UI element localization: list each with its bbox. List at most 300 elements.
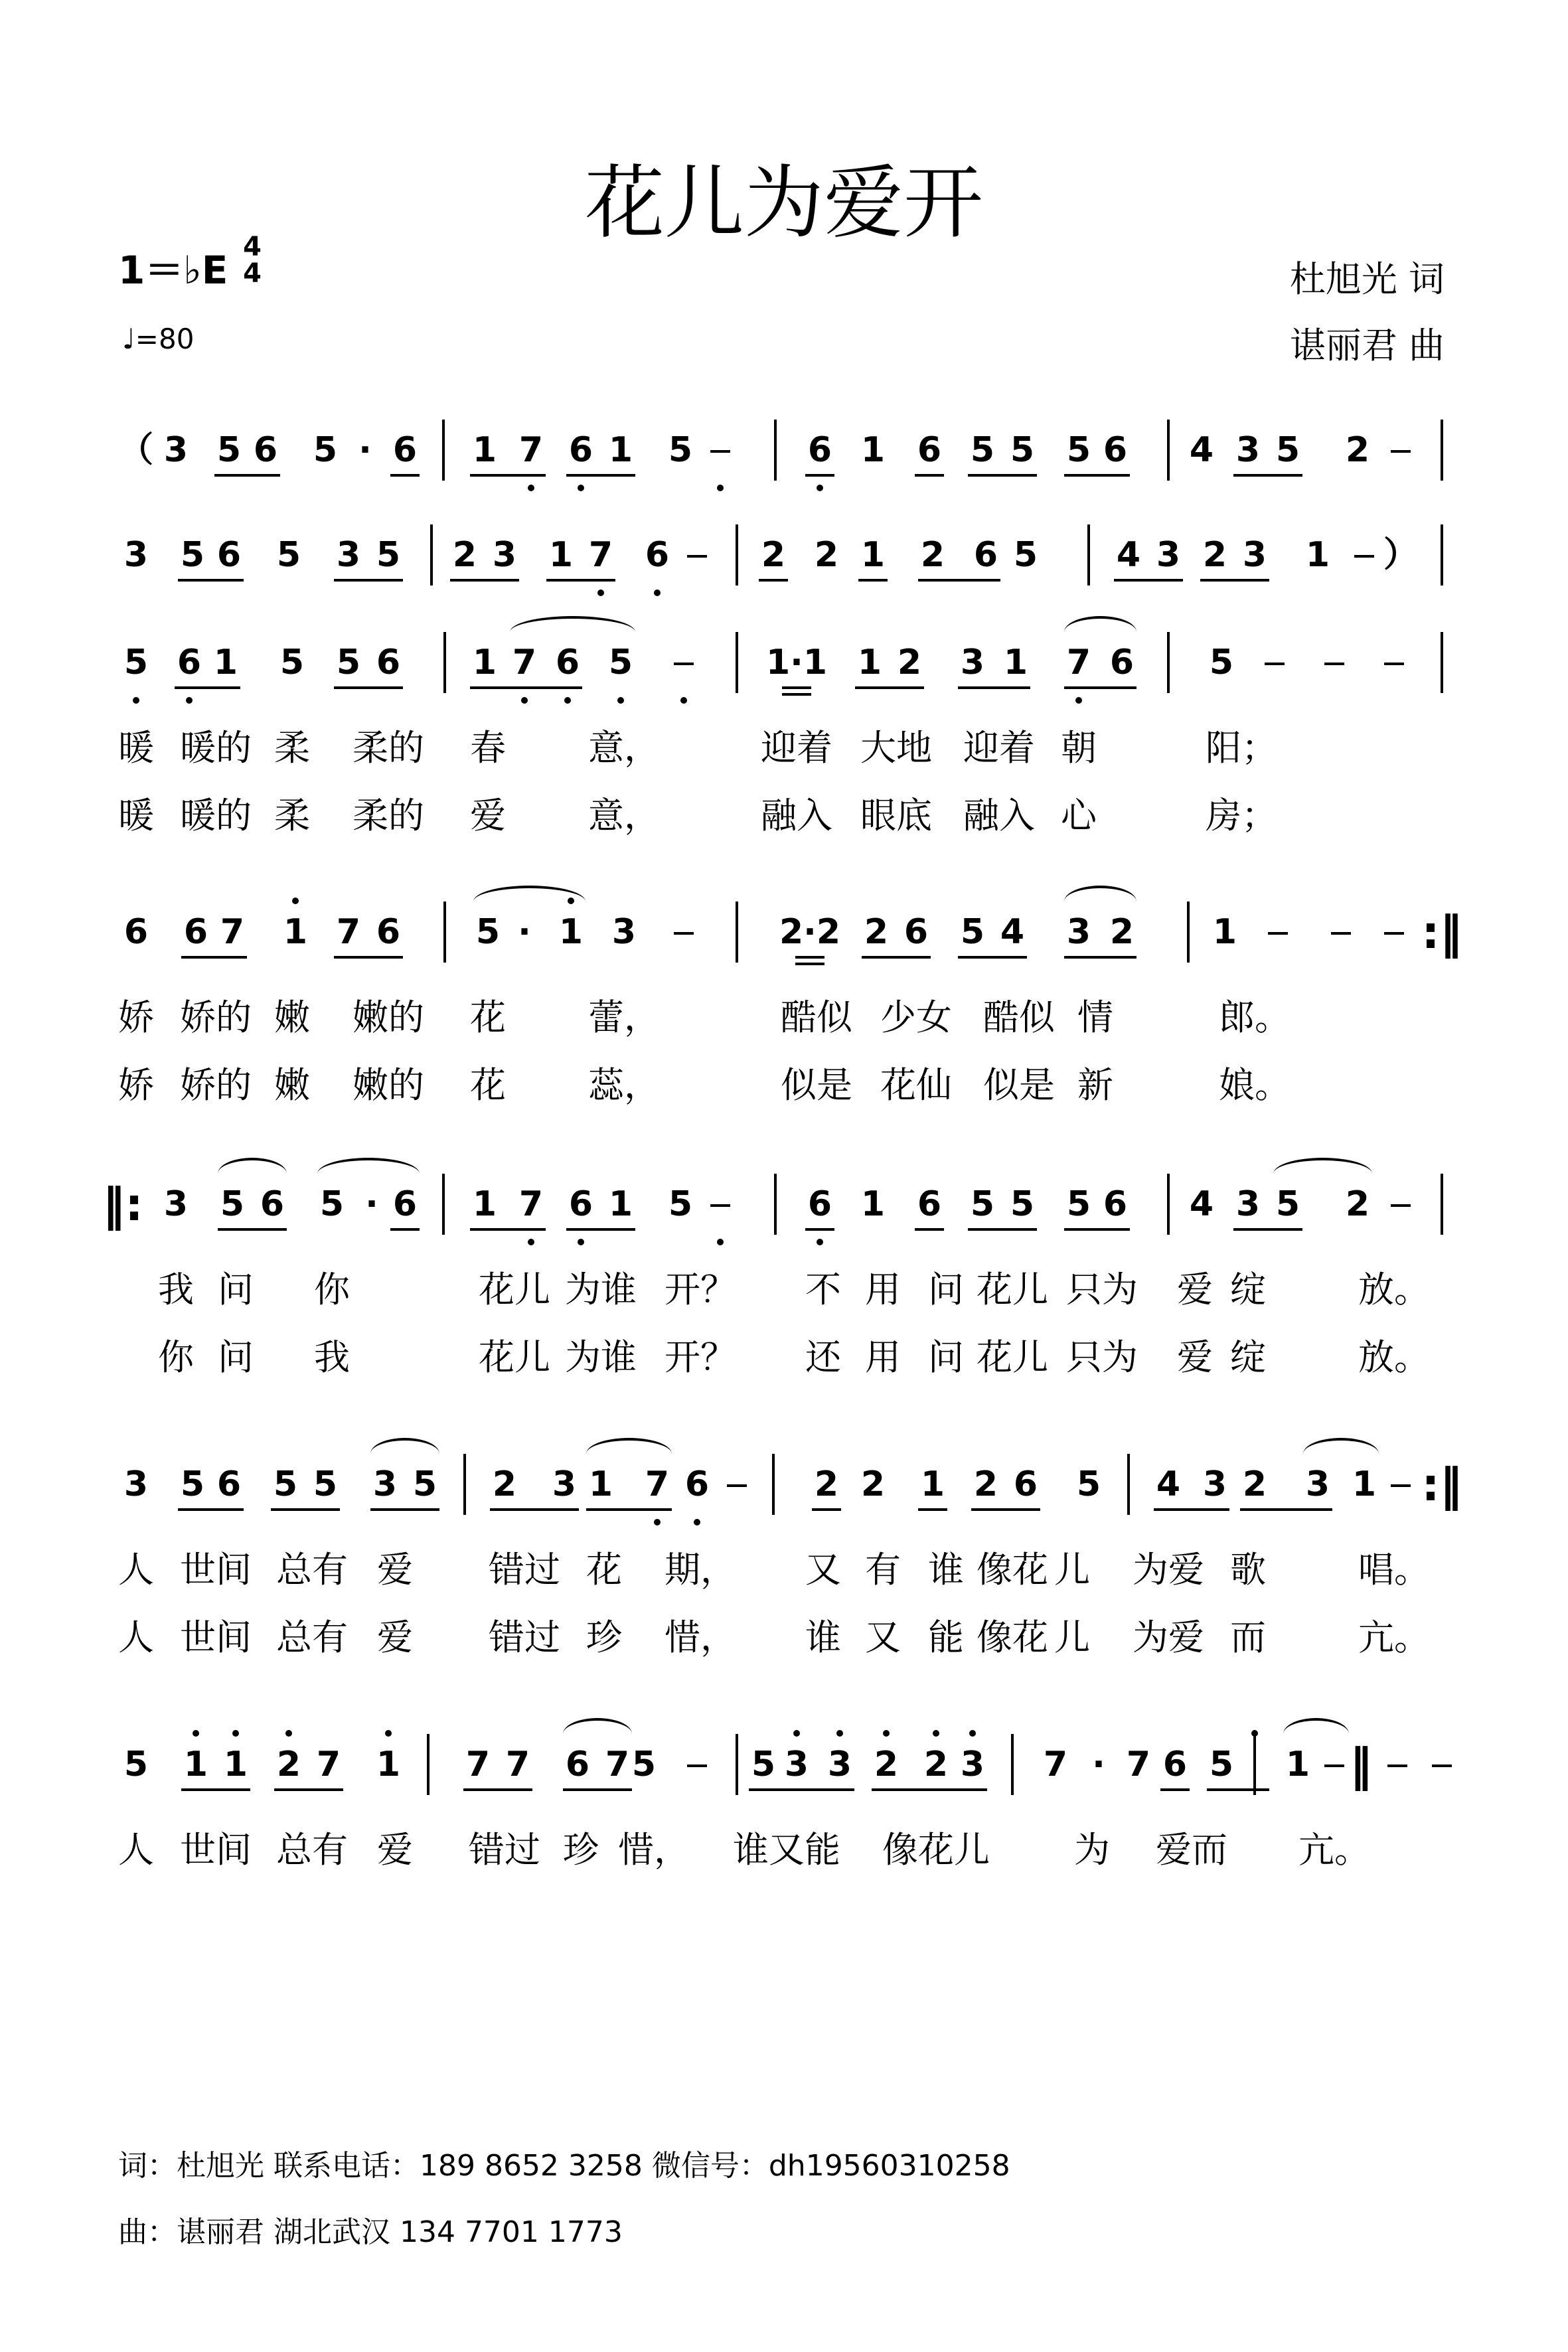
lyric-line1: 春 xyxy=(470,727,506,769)
lyric-line2: 惜， xyxy=(665,1616,736,1658)
lyric-line2: 蕊， xyxy=(588,1064,660,1106)
note: 5 xyxy=(1010,430,1035,470)
note: 6 xyxy=(917,1184,942,1224)
octave-dot-low xyxy=(717,485,724,491)
note: 5 xyxy=(123,643,149,682)
note: 1 xyxy=(558,912,584,952)
lyric-line1: 世间 xyxy=(180,1829,252,1871)
dash xyxy=(1387,1764,1407,1767)
note: 5 xyxy=(276,535,301,575)
lyric-line1: 少女 xyxy=(880,996,952,1038)
beam-underline xyxy=(795,956,824,959)
dash xyxy=(674,932,694,935)
note: 1 xyxy=(608,1184,633,1224)
octave-dot-low xyxy=(817,485,823,491)
note: 4 xyxy=(1116,535,1141,575)
beam-underline xyxy=(872,1788,987,1791)
lyric-line2: 为谁 xyxy=(565,1336,637,1378)
beam-underline xyxy=(1233,1228,1302,1231)
note: 5 xyxy=(412,1464,437,1504)
note: 6 xyxy=(645,535,670,575)
octave-dot-low xyxy=(578,1239,584,1245)
beam-underline xyxy=(181,956,247,959)
note: 5 xyxy=(279,643,305,682)
lyric-line1: 又 xyxy=(805,1549,841,1591)
octave-dot-low xyxy=(133,697,139,704)
note: 3 xyxy=(123,535,149,575)
slur xyxy=(1283,1718,1349,1734)
octave-dot-low xyxy=(617,697,624,704)
lyric-line1: 总有 xyxy=(276,1829,348,1871)
note: 5 xyxy=(216,430,242,470)
note: 1 xyxy=(1285,1745,1310,1784)
lyric-line2: 眼底 xyxy=(860,795,932,836)
bar-line xyxy=(1253,1734,1256,1795)
note: 7 xyxy=(588,535,613,575)
lyric-line1: 郎。 xyxy=(1219,996,1291,1038)
lyric-line2: 柔 xyxy=(274,795,310,836)
octave-dot-low xyxy=(654,1519,661,1526)
note: 3 xyxy=(123,1464,149,1504)
beam-underline xyxy=(915,474,944,477)
lyric-line2: 错过 xyxy=(489,1616,560,1658)
bar-line xyxy=(1011,1734,1014,1795)
lyric-line1: 像花 xyxy=(977,1549,1048,1591)
note: 6 xyxy=(903,912,929,952)
note: 6 xyxy=(253,430,278,470)
lyric-line2: 只为 xyxy=(1066,1336,1138,1378)
lyric-line1: 嫩的 xyxy=(353,996,424,1038)
note: 6 xyxy=(216,1464,242,1504)
note: 2 xyxy=(814,1464,839,1504)
note: 1 xyxy=(1212,912,1237,952)
note: 5 xyxy=(475,912,501,952)
beam-underline xyxy=(782,693,811,696)
note: 7 xyxy=(220,912,245,952)
lyric-line2: 儿 xyxy=(1054,1616,1090,1658)
note: 7 xyxy=(505,1745,530,1784)
lyric-line2: 似是 xyxy=(983,1064,1055,1106)
note: 5 xyxy=(1013,535,1038,575)
lyric-line1: 酷似 xyxy=(983,996,1055,1038)
note: 5 xyxy=(336,643,361,682)
note: 4 xyxy=(1156,1464,1181,1504)
dash xyxy=(674,663,694,665)
lyric-line2: 而 xyxy=(1230,1616,1266,1658)
beam-underline xyxy=(1154,1508,1229,1511)
lyric-line2: 能 xyxy=(928,1616,964,1658)
note: 1 xyxy=(920,1464,945,1504)
lyric-line1: 花 xyxy=(586,1549,622,1591)
beam-underline xyxy=(862,956,931,959)
note: 2 xyxy=(874,1745,899,1784)
beam-underline xyxy=(795,963,824,965)
note: · xyxy=(358,430,372,470)
dash xyxy=(1391,1484,1411,1487)
beam-underline xyxy=(971,1508,1040,1511)
lyric-line2: 娇 xyxy=(118,1064,154,1106)
note: 6 xyxy=(807,430,832,470)
note: 1 xyxy=(608,430,633,470)
bar-line xyxy=(442,420,445,481)
lyric-line2: 问 xyxy=(928,1336,964,1378)
bar-line xyxy=(1167,632,1170,693)
lyric-line1: 娇 xyxy=(118,996,154,1038)
lyric-line1: 不 xyxy=(805,1269,841,1310)
note: 5 xyxy=(970,430,995,470)
lyric-line1: 酷似 xyxy=(781,996,852,1038)
lyric-line1: 珍 xyxy=(563,1829,599,1871)
beam-underline xyxy=(805,1228,834,1231)
repeat-end: :‖ xyxy=(1421,907,1462,959)
lyric-line2: 我 xyxy=(314,1336,350,1378)
beam-underline xyxy=(1064,474,1130,477)
lyric-line1: 错过 xyxy=(489,1549,560,1591)
slur xyxy=(1303,1438,1379,1454)
note: 5 xyxy=(1066,1184,1091,1224)
octave-dot-high xyxy=(1251,1730,1258,1737)
lyric-line2: 放。 xyxy=(1358,1336,1430,1378)
note: 5 xyxy=(631,1745,657,1784)
lyric-line2: 开？ xyxy=(665,1336,736,1378)
note: 3 xyxy=(784,1745,809,1784)
note: 3 xyxy=(372,1464,398,1504)
beam-underline xyxy=(1160,1788,1190,1791)
note: 1 xyxy=(472,643,497,682)
bar-line xyxy=(1187,902,1190,963)
note: 5 xyxy=(970,1184,995,1224)
note: 1 xyxy=(472,430,497,470)
dash xyxy=(710,1204,730,1207)
time-signature xyxy=(239,234,266,287)
lyric-line1: 绽 xyxy=(1230,1269,1266,1310)
beam-underline xyxy=(546,579,615,582)
lyric-line1: 花 xyxy=(470,996,506,1038)
lyric-line1: 朝 xyxy=(1061,727,1097,769)
dash xyxy=(710,450,730,453)
footer-composer-contact: 曲：谌丽君 湖北武汉 134 7701 1773 xyxy=(118,2215,623,2249)
note: ） xyxy=(1383,535,1419,575)
beam-underline xyxy=(175,686,240,689)
beam-underline xyxy=(958,686,1030,689)
note: 2 xyxy=(920,535,945,575)
lyric-line1: 像花儿 xyxy=(882,1829,990,1871)
lyric-line2: 你 xyxy=(158,1336,194,1378)
lyric-line1: 为谁 xyxy=(565,1269,637,1310)
beam-underline xyxy=(334,686,403,689)
beam-underline xyxy=(1240,1508,1332,1511)
note: 2 xyxy=(860,1464,886,1504)
note: 7 xyxy=(518,1184,544,1224)
note: 2 xyxy=(814,535,839,575)
beam-underline xyxy=(566,1228,635,1231)
note: 2 xyxy=(973,1464,998,1504)
note: · xyxy=(365,1184,378,1224)
dash xyxy=(1324,1764,1344,1767)
lyric-line1: 蕾， xyxy=(588,996,660,1038)
beam-underline xyxy=(178,579,244,582)
note: 6 xyxy=(565,1745,590,1784)
dash xyxy=(687,1764,707,1767)
note: 2·2 xyxy=(779,912,841,952)
beam-underline xyxy=(1200,579,1269,582)
note: 1 xyxy=(548,535,574,575)
composer-credit: 谌丽君 曲 xyxy=(1289,325,1445,366)
beam-underline xyxy=(915,1228,944,1231)
note: 5 xyxy=(751,1745,776,1784)
dash xyxy=(1384,663,1404,665)
note: 5 xyxy=(1076,1464,1101,1504)
lyric-line2: 爱 xyxy=(377,1616,413,1658)
beam-underline xyxy=(586,1508,672,1511)
beam-underline xyxy=(490,1508,579,1511)
lyric-line1: 迎着 xyxy=(761,727,832,769)
note: 2 xyxy=(1202,535,1227,575)
lyric-line1: 柔 xyxy=(274,727,310,769)
note: 6 xyxy=(376,912,401,952)
beam-underline xyxy=(812,1508,841,1511)
note: 5 xyxy=(220,1184,245,1224)
lyric-line1: 嫩 xyxy=(274,996,310,1038)
lyric-line2: 世间 xyxy=(180,1616,252,1658)
slur xyxy=(473,886,586,902)
beam-underline xyxy=(390,1228,420,1231)
lyric-line1: 大地 xyxy=(860,727,932,769)
note: 1 xyxy=(860,430,886,470)
lyric-line1: 意， xyxy=(588,727,660,769)
note: 2 xyxy=(452,535,477,575)
dash xyxy=(1391,450,1411,453)
octave-dot-low xyxy=(717,1239,724,1245)
note: 3 xyxy=(1235,1184,1261,1224)
lyric-line1: 问 xyxy=(218,1269,254,1310)
lyric-line1: 有 xyxy=(865,1549,901,1591)
lyric-line1: 人 xyxy=(118,1829,154,1871)
note: 2 xyxy=(1345,430,1370,470)
tempo-mark: ♩=80 xyxy=(122,323,195,355)
lyric-line1: 只为 xyxy=(1066,1269,1138,1310)
slur xyxy=(563,1718,632,1734)
note: 6 xyxy=(216,535,242,575)
octave-dot-low xyxy=(521,697,528,704)
lyric-line2: 总有 xyxy=(276,1616,348,1658)
note: 1 xyxy=(183,1745,208,1784)
lyric-line2: 为爱 xyxy=(1133,1616,1204,1658)
beam-underline xyxy=(390,474,420,477)
note: 7 xyxy=(518,430,544,470)
lyric-line1: 谁 xyxy=(928,1549,964,1591)
note: 5 xyxy=(180,1464,205,1504)
bar-line xyxy=(1087,524,1090,586)
beam-underline xyxy=(918,1508,947,1511)
note: 6 xyxy=(973,535,998,575)
note: 5 xyxy=(180,535,205,575)
note: 7 xyxy=(336,912,361,952)
note: 3 xyxy=(1305,1464,1330,1504)
note: 1 xyxy=(376,1745,401,1784)
note: 3 xyxy=(552,1464,577,1504)
lyric-line2: 珍 xyxy=(586,1616,622,1658)
lyric-line2: 嫩的 xyxy=(353,1064,424,1106)
lyric-line1: 歌 xyxy=(1230,1549,1266,1591)
bar-line xyxy=(463,1454,466,1515)
octave-dot-high xyxy=(385,1730,392,1737)
beam-underline xyxy=(450,579,519,582)
octave-dot-low xyxy=(528,1239,534,1245)
note: 6 xyxy=(1103,430,1128,470)
lyric-line2: 花儿 xyxy=(977,1336,1048,1378)
lyric-line2: 融入 xyxy=(963,795,1035,836)
octave-dot-low xyxy=(578,485,584,491)
beam-underline xyxy=(759,579,788,582)
bar-line xyxy=(1441,524,1443,586)
slur xyxy=(218,1158,287,1174)
lyric-line2: 花儿 xyxy=(479,1336,550,1378)
note: 3 xyxy=(1202,1464,1227,1504)
lyric-line1: 花儿 xyxy=(977,1269,1048,1310)
note: 6 xyxy=(1103,1184,1128,1224)
beam-underline xyxy=(470,1228,546,1231)
note: 5 xyxy=(1275,430,1300,470)
note: 6 xyxy=(260,1184,285,1224)
note: · xyxy=(1092,1745,1105,1784)
note: 7 xyxy=(645,1464,670,1504)
lyric-line1: 为爱 xyxy=(1133,1549,1204,1591)
beam-underline xyxy=(334,579,403,582)
lyric-line2: 绽 xyxy=(1230,1336,1266,1378)
note: 1 xyxy=(1352,1464,1377,1504)
beam-underline xyxy=(855,686,924,689)
note: 7 xyxy=(605,1745,630,1784)
octave-dot-high xyxy=(285,1730,292,1737)
note: 6 xyxy=(555,643,580,682)
octave-dot-low xyxy=(817,1239,823,1245)
beam-underline xyxy=(1233,474,1302,477)
lyric-line1: 放。 xyxy=(1358,1269,1430,1310)
note: （ xyxy=(118,430,154,470)
note: 1 xyxy=(472,1184,497,1224)
note: 6 xyxy=(684,1464,710,1504)
note: 5 xyxy=(668,430,693,470)
note: 6 xyxy=(568,430,593,470)
octave-dot-low xyxy=(1075,697,1082,704)
lyric-line2: 还 xyxy=(805,1336,841,1378)
beam-underline xyxy=(563,1788,632,1791)
dash xyxy=(687,555,707,558)
lyric-line1: 开？ xyxy=(665,1269,736,1310)
lyric-line1: 总有 xyxy=(276,1549,348,1591)
note: 5 xyxy=(1275,1184,1300,1224)
octave-dot-low xyxy=(564,697,571,704)
bar-line xyxy=(736,632,738,693)
note: 3 xyxy=(827,1745,852,1784)
note: 3 xyxy=(1242,535,1267,575)
dash xyxy=(1354,555,1374,558)
note: 1 xyxy=(213,643,238,682)
lyric-line1: 期， xyxy=(665,1549,736,1591)
lyric-line2: 爱 xyxy=(1177,1336,1213,1378)
slur xyxy=(317,1158,420,1174)
beam-underline xyxy=(918,579,1000,582)
lyric-line1: 谁又能 xyxy=(733,1829,840,1871)
note: 2 xyxy=(923,1745,949,1784)
meter-top: 4 xyxy=(243,232,262,262)
lyric-line2: 爱 xyxy=(470,795,506,836)
note: 1 xyxy=(860,1184,886,1224)
beam-underline xyxy=(1064,1228,1130,1231)
note: 2 xyxy=(492,1464,517,1504)
bar-line xyxy=(443,902,446,963)
note: 3 xyxy=(336,535,361,575)
lyric-line1: 暖的 xyxy=(180,727,252,769)
note: 3 xyxy=(960,1745,985,1784)
beam-underline xyxy=(274,1788,343,1791)
lyric-line1: 柔的 xyxy=(353,727,424,769)
note: 1 xyxy=(1305,535,1330,575)
lyric-line2: 花仙 xyxy=(880,1064,952,1106)
song-title: 花儿为爱开 xyxy=(585,157,983,250)
bar-line xyxy=(736,524,738,586)
lyric-line1: 惜， xyxy=(618,1829,690,1871)
lyric-line1: 暖 xyxy=(118,727,154,769)
bar-line xyxy=(1441,420,1443,481)
beam-underline xyxy=(968,474,1037,477)
note: 7 xyxy=(1043,1745,1068,1784)
bar-line xyxy=(443,632,446,693)
lyric-line2: 房； xyxy=(1206,795,1277,836)
note: 2 xyxy=(761,535,786,575)
note: 6 xyxy=(376,643,401,682)
beam-underline xyxy=(463,1788,532,1791)
beam-underline xyxy=(858,579,888,582)
note: 5 xyxy=(273,1464,298,1504)
lyric-line1: 为 xyxy=(1074,1829,1110,1871)
lyric-line1: 爱 xyxy=(1177,1269,1213,1310)
lyric-line1: 问 xyxy=(928,1269,964,1310)
beam-underline xyxy=(214,474,280,477)
lyric-line1: 世间 xyxy=(180,1549,252,1591)
octave-dot-high xyxy=(933,1730,939,1737)
slur xyxy=(1064,616,1137,632)
beam-underline xyxy=(1064,956,1137,959)
lyric-line1: 迎着 xyxy=(963,727,1035,769)
note: 2 xyxy=(1345,1184,1370,1224)
beam-underline xyxy=(749,1788,854,1791)
beam-underline xyxy=(218,1228,287,1231)
note: 6 xyxy=(177,643,202,682)
beam-underline xyxy=(566,474,635,477)
note: 6 xyxy=(807,1184,832,1224)
note: 2 xyxy=(864,912,889,952)
note: 5 xyxy=(960,912,985,952)
octave-dot-low xyxy=(680,697,687,704)
footer-lyricist-contact: 词：杜旭光 联系电话：189 8652 3258 微信号：dh19560310258 xyxy=(118,2149,1010,2183)
note: 1·1 xyxy=(765,643,828,682)
bar-line xyxy=(772,1454,775,1515)
bar-line xyxy=(736,1734,738,1795)
beam-underline xyxy=(805,474,834,477)
lyric-line1: 错过 xyxy=(469,1829,540,1871)
octave-dot-high xyxy=(193,1730,199,1737)
note: 5 xyxy=(1066,430,1091,470)
note: 6 xyxy=(392,430,418,470)
bar-line xyxy=(1441,1174,1443,1235)
bar-line xyxy=(1167,420,1170,481)
beam-underline xyxy=(178,1508,244,1511)
note: 3 xyxy=(611,912,637,952)
octave-dot-high xyxy=(969,1730,976,1737)
bar-line xyxy=(430,524,433,586)
